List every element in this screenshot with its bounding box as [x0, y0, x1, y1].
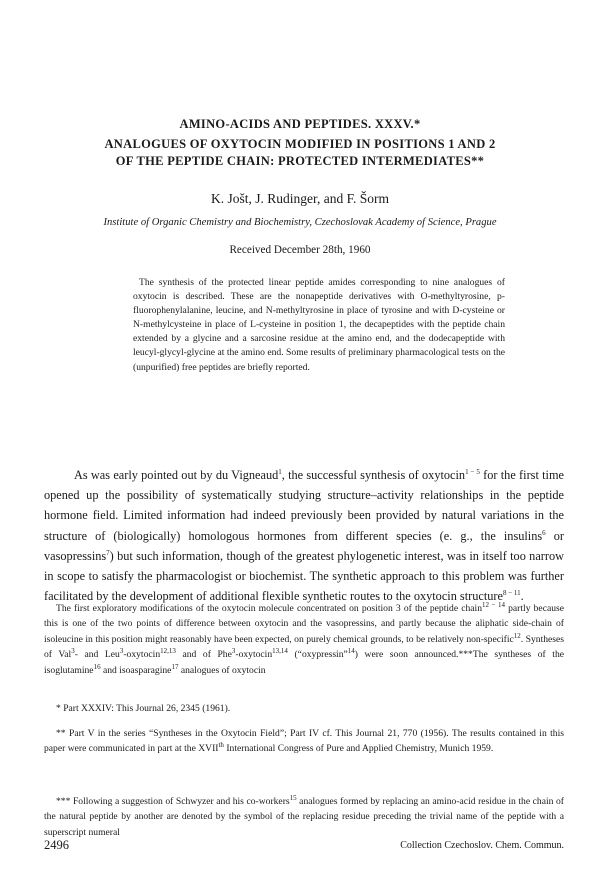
journal-name: Collection Czechoslov. Chem. Commun.	[400, 840, 564, 851]
body-paragraph-1: As was early pointed out by du Vigneaud$^1$, the successful synthesis of oxytocin$^{1 - 5}$ for the first time opened up the possibility of systematically studying structure–activity relationships in the peptide hormone field. Limited information had indeed previously been provided by natural variations in the structure of (biologically) homologous hormones from different species (e. g., the insulins$^6$ or vasopressins$^7$) but such information, though of the greatest phylogenetic interest, was in itself too narrow in scope to satisfy the pharmacologist or biochemist. The synthetic approach to this problem was further facilitated by the development of additional flexible synthetic routes to the oxytocin structure$^{8 - 11}$.	[44, 467, 564, 604]
abstract: The synthesis of the protected linear peptide amides corresponding to nine analogues of oxytocin is described. These are the nonapeptide derivatives with O-methyltyrosine, p-fluorophenylalanine, leucine, and N-methyltyrosine in place of tyrosine and with D-cysteine or N-methylcysteine in place of L-cysteine in position 1, the decapeptides with the peptide chain extended by a glycine and a sarcosine residue at the amino end, and the dodecapeptide with leucyl-glycyl-glycine at the amino end. Some results of preliminary pharmacological tests on the (unpurified) free peptides are briefly reported.	[133, 277, 505, 373]
paper-title-line-2: OF THE PEPTIDE CHAIN: PROTECTED INTERMEDIATES**	[115, 154, 485, 168]
received-date: Received December 28th, 1960	[229, 244, 371, 256]
footnote-2: ** Part V in the series “Syntheses in the Oxytocin Field”; Part IV cf. This Journal 21, 770 (1956). The results contained in this paper were communicated in part at the XVIIth International Congress of Pure and Applied Chemistry, Munich 1959.	[44, 728, 564, 755]
page-number: 2496	[44, 838, 69, 852]
institute: Institute of Organic Chemistry and Biochemistry, Czechoslovak Academy of Science, Prague	[103, 217, 497, 228]
body-paragraph-2: The first exploratory modifications of the oxytocin molecule concentrated on position 3 of the peptide chain$^{12 - 14}$ partly because this is one of the two points of difference between oxytocin and the vasopressins, and partly because the aliphatic side-chain of isoleucine in this position might reasonably have been expected, on purely chemical grounds, to be relatively non-specific$^{12}$. Syntheses of Val$^3$- and Leu$^3$-oxytocin$^{12,13}$ and of Phe$^3$-oxytocin$^{13,14}$ (“oxypressin”$^{14}$) were soon announced.***The syntheses of the isoglutamine$^{16}$ and isoasparagine$^{17}$ analogues of oxytocin	[44, 600, 565, 676]
paper-title-line-1: ANALOGUES OF OXYTOCIN MODIFIED IN POSITIONS 1 AND 2	[104, 137, 496, 151]
series-title: AMINO-ACIDS AND PEPTIDES. XXXV.*	[179, 117, 421, 131]
footnote-1: * Part XXXIV: This Journal 26, 2345 (1961).	[56, 703, 231, 714]
authors: K. Jošt, J. Rudinger, and F. Šorm	[210, 191, 389, 206]
footnote-3: *** Following a suggestion of Schwyzer and his co-workers$^{15}$ analogues formed by replacing an amino-acid residue in the chain of the natural peptide by another are denoted by the symbol of the replacing residue preceding the trivial name of the peptide with a superscript numeral	[44, 793, 564, 838]
